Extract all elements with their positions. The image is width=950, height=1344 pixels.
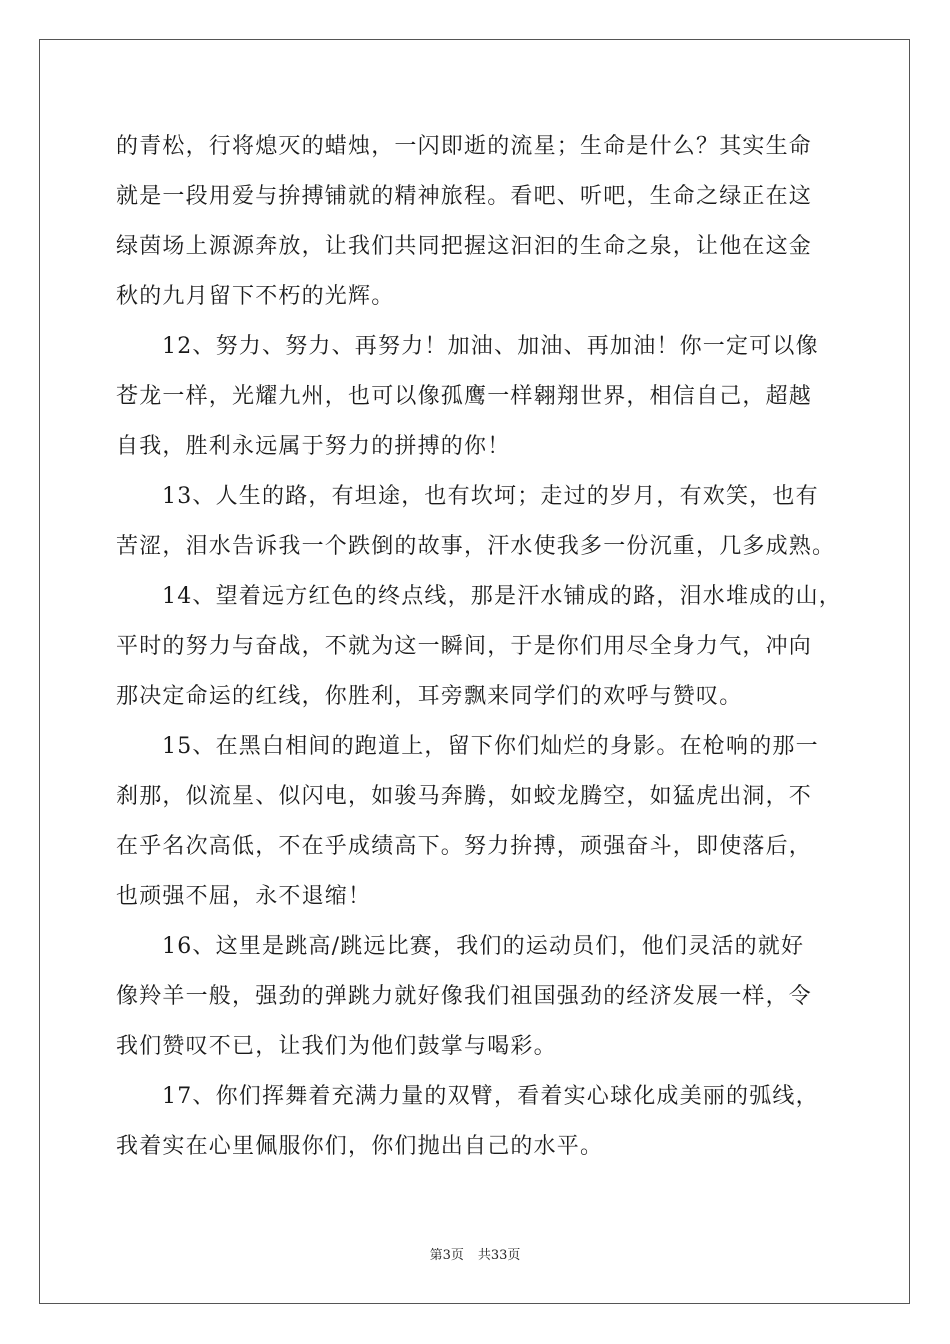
- text-line: 苦涩，泪水告诉我一个跌倒的故事，汗水使我多一份沉重，几多成熟。: [116, 534, 836, 559]
- text-line: 那决定命运的红线，你胜利，耳旁飘来同学们的欢呼与赞叹。: [116, 684, 743, 709]
- text-line: 绿茵场上源源奔放，让我们共同把握这汩汩的生命之泉，让他在这金: [116, 234, 813, 259]
- page-total: 共33页: [477, 1248, 521, 1263]
- paragraph-17-start: 17、你们挥舞着充满力量的双臂，看着实心球化成美丽的弧线，: [162, 1084, 819, 1109]
- text-line: 我着实在心里佩服你们，你们抛出自己的水平。: [116, 1134, 604, 1159]
- text-line: 苍龙一样，光耀九州，也可以像孤鹰一样翱翔世界，相信自己，超越: [116, 384, 813, 409]
- paragraph-14-start: 14、望着远方红色的终点线，那是汗水铺成的路，泪水堆成的山，: [162, 584, 842, 609]
- text-line: 像羚羊一般，强劲的弹跳力就好像我们祖国强劲的经济发展一样，令: [116, 984, 813, 1009]
- paragraph-13-start: 13、人生的路，有坦途，也有坎坷；走过的岁月，有欢笑，也有: [162, 484, 819, 509]
- text-line: 也顽强不屈，永不退缩！: [116, 884, 372, 909]
- document-body: [116, 122, 842, 1172]
- text-line: 刹那，似流星、似闪电，如骏马奔腾，如蛟龙腾空，如猛虎出洞，不: [116, 784, 813, 809]
- text-line: 就是一段用爱与拚搏铺就的精神旅程。看吧、听吧，生命之绿正在这: [116, 184, 813, 209]
- text-line: 我们赞叹不已，让我们为他们鼓掌与喝彩。: [116, 1034, 557, 1059]
- paragraph-15-start: 15、在黑白相间的跑道上，留下你们灿烂的身影。在枪响的那一: [162, 734, 819, 759]
- text-line: 平时的努力与奋战，不就为这一瞬间，于是你们用尽全身力气，冲向: [116, 634, 813, 659]
- text-line: 的青松，行将熄灭的蜡烛，一闪即逝的流星；生命是什么？其实生命: [116, 134, 813, 159]
- page-number: 第3页: [429, 1248, 464, 1263]
- text-line: 自我，胜利永远属于努力的拼搏的你！: [116, 434, 511, 459]
- text-line: 秋的九月留下不朽的光辉。: [116, 284, 395, 309]
- page-footer: [0, 1244, 950, 1263]
- paragraph-16-start: 16、这里是跳高/跳远比赛，我们的运动员们，他们灵活的就好: [162, 934, 805, 959]
- text-line: 在乎名次高低，不在乎成绩高下。努力拚搏，顽强奋斗，即使落后，: [116, 834, 813, 859]
- paragraph-12-start: 12、努力、努力、再努力！加油、加油、再加油！你一定可以像: [162, 334, 819, 359]
